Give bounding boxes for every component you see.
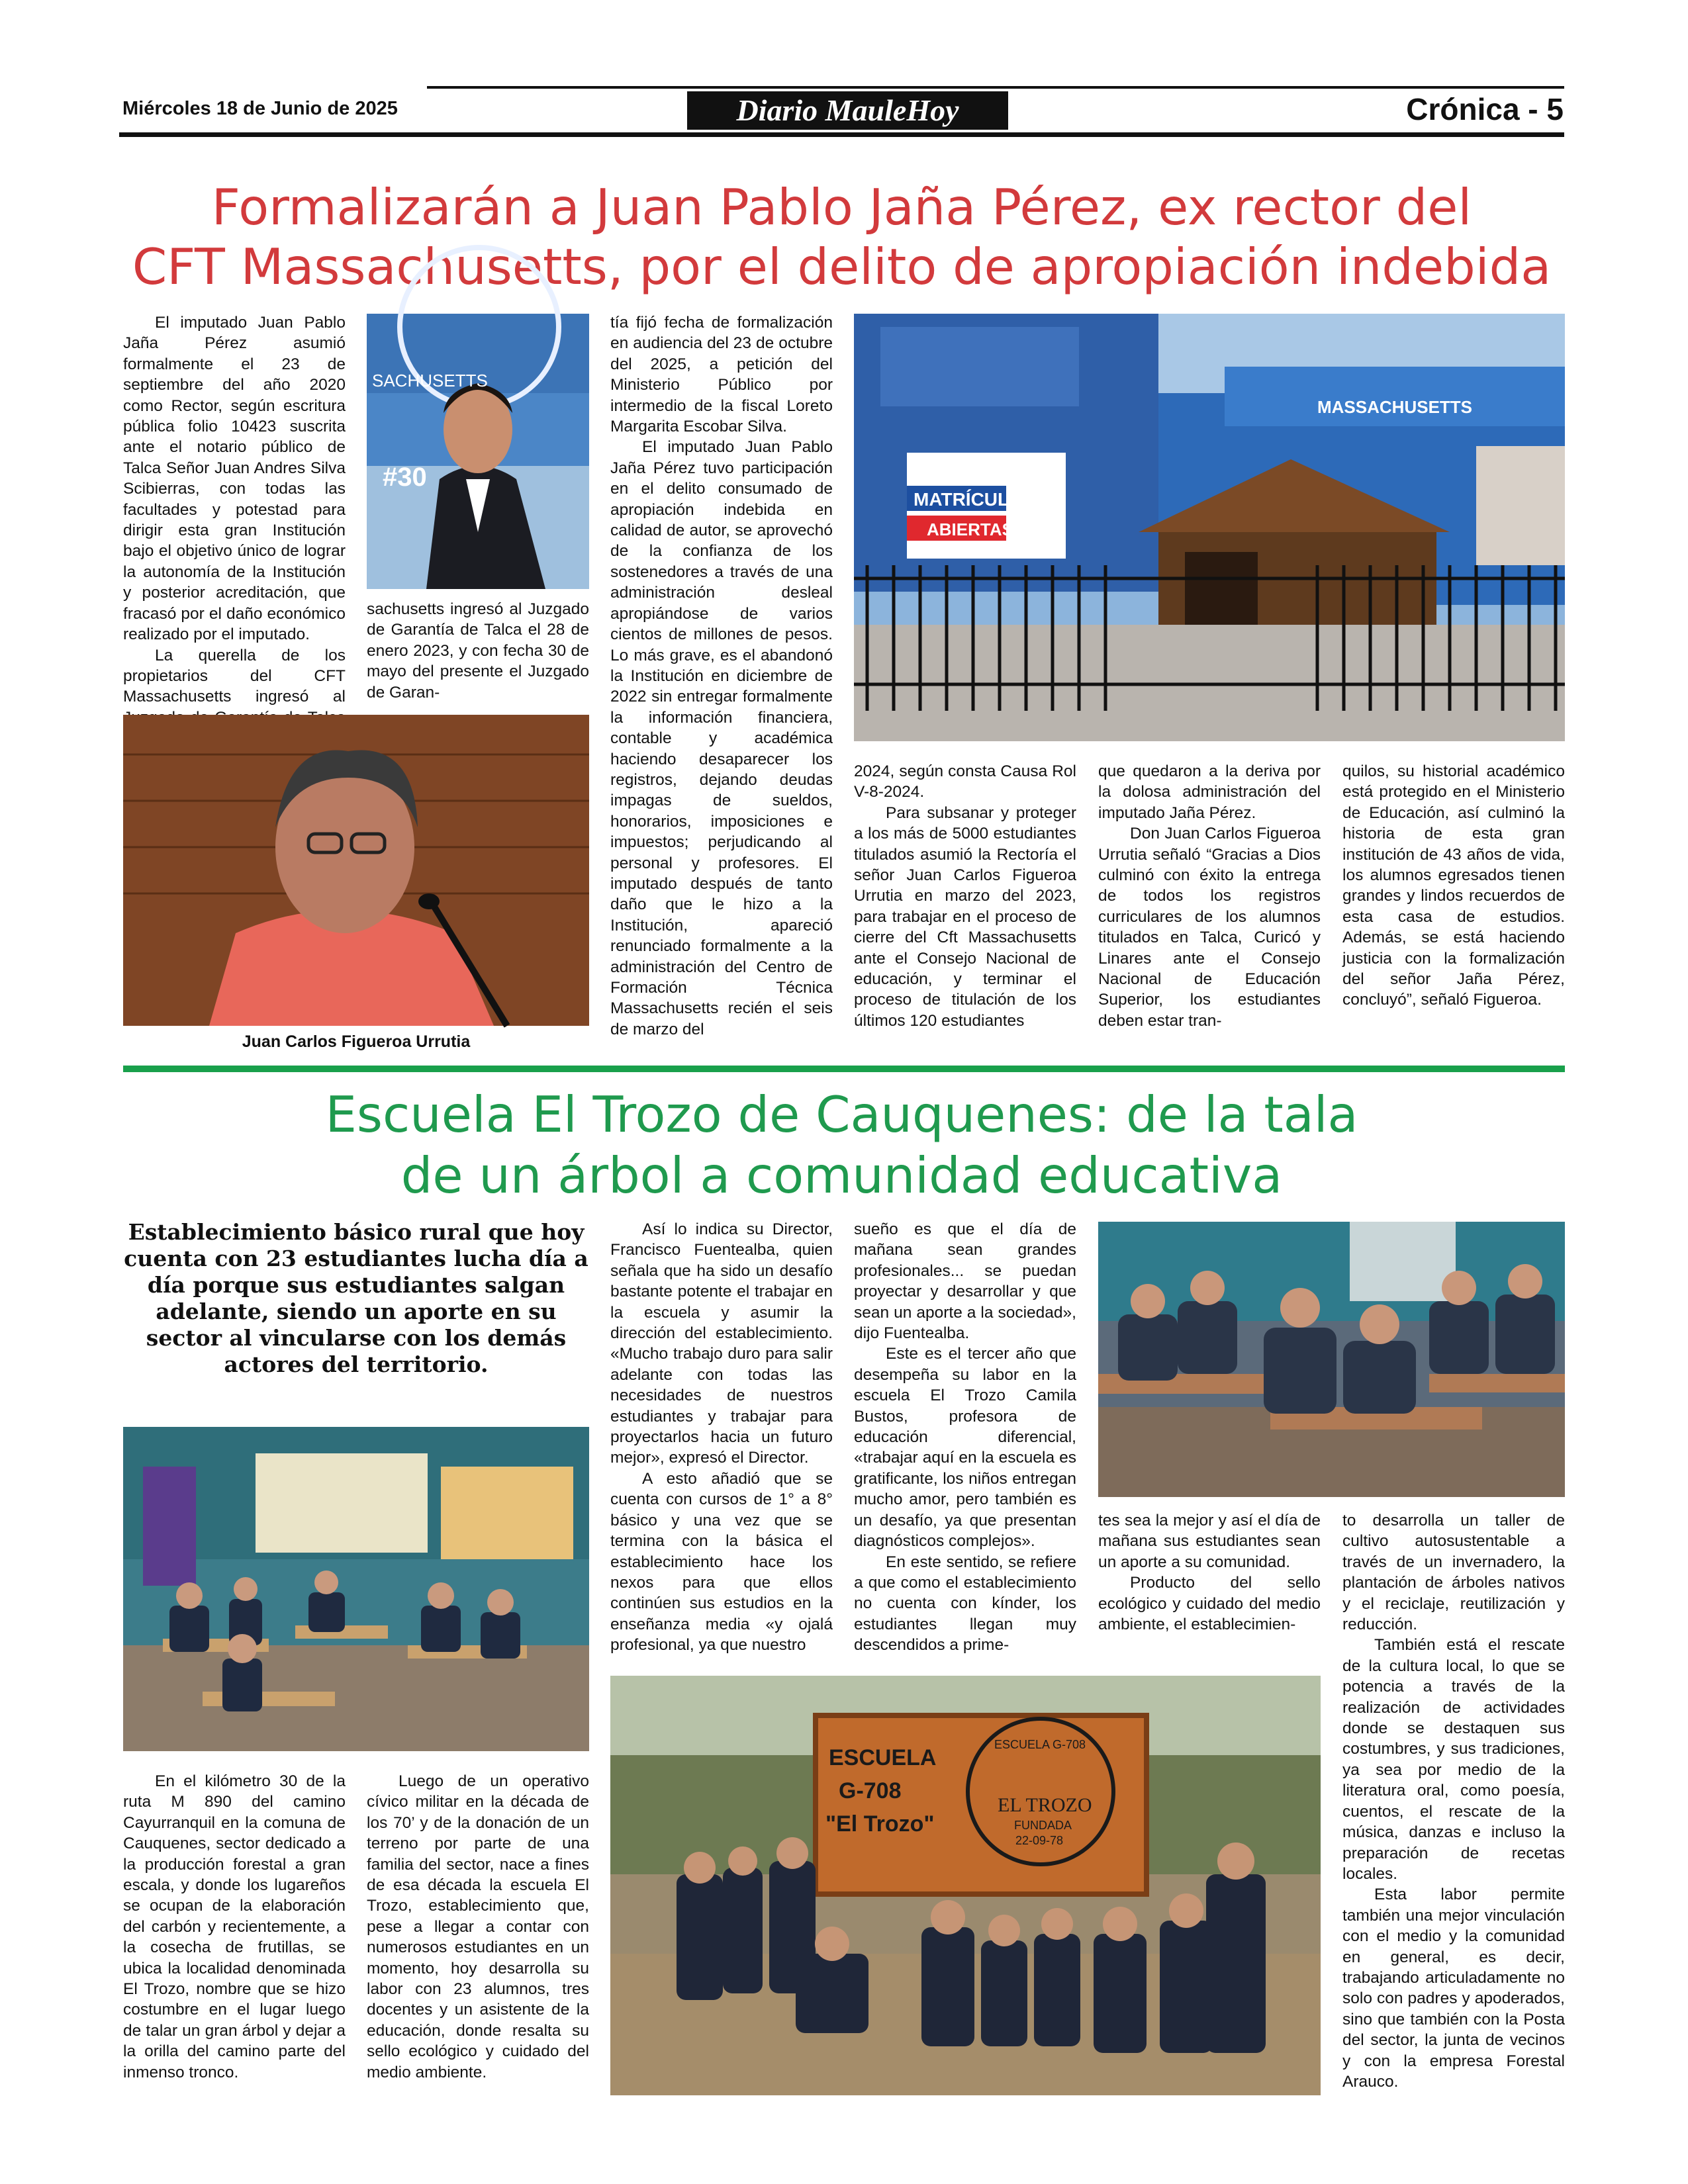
section-divider — [123, 1066, 1565, 1072]
article1-col1-p1: El imputado Juan Pablo Jaña Pérez asumió formalmente el 23 de septiembre del año 2020 como Rector, según escritura pública folio 10423 suscrita ante el notario público de Talca Señor Juan Andres Silva Scibierras, con todas las facultades y potestad para dirigir esta gran Institución bajo el objetivo único de lograr la autonomía de la Institución y posterior acreditación, que fracasó por el daño económico realizado por el imputado. — [123, 314, 346, 644]
building-sign: MASSACHUSETTS — [1317, 397, 1473, 417]
article1-col4-p2: Para subsanar y proteger a los más de 5000 estudiantes titulados asumió la Rectoría el señor Juan Carlos Figueroa Urrutia en marzo del 2023, para trabajar en el proceso de cierre del Cft Massachusetts ante el Consejo Nacional de educación, y terminar el proceso de titulación de los últimos 120 estudiantes — [854, 803, 1076, 1030]
article1-col5-text — [1098, 761, 1321, 1031]
header-date: Miércoles 18 de Junio de 2025 — [122, 98, 398, 119]
article1-col3-text — [610, 312, 833, 1040]
photo-cft-building — [854, 314, 1565, 741]
article2-colC-p2: A esto añadió que se cuenta con cursos de 1° a 8° básico y una vez que se termina con la básica el establecimiento hace los nexos para que ellos continúen sus estudios en la enseñanza media «y ojalá profesional, ya que nuestro — [610, 1469, 833, 1655]
article2-colF-p2: También está el rescate de la cultura local, lo que se potencia a través de la realización de actividades donde se destaquen sus costumbres, y sus tradiciones, ya sea por medio de la literatura oral, como poesía, cuentos, el rescate de la música, danzas e incluso la preparación de recetas locales. — [1342, 1636, 1565, 1883]
article2-headline — [119, 1084, 1564, 1206]
article1-col1-text — [123, 312, 346, 706]
article2-colF-p3: Esta labor permite también una mejor vinculación con el medio y la comunidad en general, es decir, trabajando articuladamente no solo con padres y apoderados, sino que también con la Posta del sector, la junta de vecinos y con la empresa Forestal Arauco. — [1342, 1886, 1565, 2091]
article2-headline-line2: de un árbol a comunidad educativa — [400, 1146, 1283, 1205]
article2-colB-p1: Luego de un operativo cívico militar en la década de los 70’ y de la donación de un terreno por parte de una familia del sector, nace a fines de esa década la escuela El Trozo, establecimiento que, pese a llegar a contar con numerosos estudiantes en un momento, hoy desarrolla su labor con 23 alumnos, tres docentes y un asistente de la educación, donde resalta su sello ecológico y cuidado del medio ambiente. — [367, 1772, 589, 2081]
article1-col6-text — [1342, 761, 1565, 1011]
masthead — [687, 91, 1008, 130]
article2-colD-text — [854, 1219, 1076, 1656]
photo-figueroa — [123, 715, 589, 1026]
header-top-rule — [427, 86, 1564, 89]
article2-lead: Establecimiento básico rural que hoy cuenta con 23 estudiantes lucha día a día porque sus estudiantes salgan adelante, siendo un aporte en su sector al vincularse con los demás actores del territorio. — [124, 1219, 588, 1377]
article2-colF-text — [1342, 1510, 1565, 2092]
article1-col2-p2-cont: sachusetts ingresó al Juzgado de Garantía de Talca el 28 de enero 2023, y con fecha 30 de mayo del presente el Juzgado de Garan- — [367, 600, 589, 702]
article2-colF-p1: to desarrolla un taller de cultivo autosustentable a través de un invernadero, la plantación de árboles nativos y el reciclaje, reutilización y reducción. — [1342, 1512, 1565, 1634]
article1-col1-p2: La querella de los propietarios del CFT Massachusetts ingresó al — [123, 646, 346, 706]
article2-colD-p3: En este sentido, se refiere a que como el establecimiento no cuenta con kínder, los estudiantes llegan muy descendidos a prime- — [854, 1553, 1076, 1655]
article2-colC-text — [610, 1219, 833, 1656]
article1-headline-line1: Formalizarán a Juan Pablo Jaña Pérez, ex rector del — [211, 178, 1472, 236]
photo-classroom-1 — [123, 1427, 589, 1751]
article2-colA-p1: En el kilómetro 30 de la ruta M 890 del camino Cayurranquil en la comuna de Cauquenes, sector dedicado a la producción forestal a gran escala, y donde los lugareños se ocupan de la elaboración del carbón y recientemente, a la cosecha de frutillas, se ubica la localidad denominada El Trozo, nombre que se hizo costumbre en el lugar luego de talar un gran árbol y dejar a la orilla del camino parte del inmenso tronco. — [123, 1772, 346, 2081]
article1-col4-text — [854, 761, 1076, 1031]
sign-circle-mid: EL TROZO — [998, 1794, 1092, 1816]
article1-col3-p1: tía fijó fecha de formalización en audiencia del 23 de octubre del 2025, a petición del Ministerio Público por intermedio de la fiscal Loreto Margarita Escobar Silva. — [610, 314, 833, 436]
sign-line2: G-708 — [839, 1778, 902, 1803]
banner-matriculas: MATRÍCULAS — [914, 489, 1035, 510]
photo-banner-text: SACHUSETTS — [372, 371, 488, 390]
article1-headline-line2: CFT Massachusetts, por el delito de apropiación indebida — [132, 238, 1552, 296]
article2-colD-p2: Este es el tercer año que desempeña su labor en la escuela El Trozo Camila Bustos, profesora de educación diferencial, «trabajar aquí en la escuela es gratificante, los niños entregan mucho amor, pero también es un desafío, ya que presentan diagnósticos complejos». — [854, 1345, 1076, 1551]
sign-circle-top: ESCUELA G-708 — [994, 1738, 1086, 1751]
article1-col6-p1: quilos, su historial académico está protegido en el Ministerio de Educación, así culminó la historia de esta gran institución de 43 años de vida, los alumnos egresados tienen grandes y lindos recuerdos de esta casa de estudios. Además, se está haciendo justicia con la formalización del señor Jaña Pérez, concluyó”, señaló Figueroa. — [1342, 762, 1565, 1009]
photo-caption: Juan Carlos Figueroa Urrutia — [242, 1032, 471, 1051]
article2-colD-p1: sueño es que el día de mañana sean grandes profesionales... se puedan proyectar y desarrollar y que sean un aporte a la sociedad», dijo Fuentealba. — [854, 1220, 1076, 1343]
article1-col2-text — [367, 599, 589, 703]
sign-line1: ESCUELA — [829, 1745, 937, 1770]
banner-abiertas: ABIERTAS — [927, 520, 1013, 539]
article2-colE-p1: tes sea la mejor y así el día de mañana sus estudiantes sean un aporte a su comunidad. — [1098, 1512, 1321, 1571]
sign-circle-bot2: 22-09-78 — [1015, 1834, 1064, 1847]
masthead-title: Diario MauleHoy — [736, 93, 959, 127]
sign-line3: "El Trozo" — [825, 1811, 935, 1837]
article2-headline-line1: Escuela El Trozo de Cauquenes: de la tala — [325, 1085, 1358, 1144]
article2-colC-p1: Así lo indica su Director, Francisco Fuentealba, quien señala que ha sido un desafío bastante potente el trabajar en la escuela y asumir la dirección del establecimiento. «Mucho trabajo duro para salir adelante con todas las necesidades de nuestros estudiantes y trabajar para proyectarlos hacia un futuro mejor», expresó el Director. — [610, 1220, 833, 1467]
header-bottom-rule — [119, 132, 1564, 137]
article2-colE-text — [1098, 1510, 1321, 1635]
sign-circle-bot1: FUNDADA — [1014, 1819, 1072, 1832]
header-section: Crónica - 5 — [1406, 92, 1564, 126]
article1-col3-p2: El imputado Juan Pablo Jaña Pérez tuvo participación en el delito consumado de apropiación indebida en calidad de autor, se aprovechó de la confianza de los sostenedores a través de una administración desleal apropiándose de varios cientos de millones de pesos. Lo más grave, es el abandonó la Institución en diciembre de 2022 sin entregar formalmente la información financiera, contable y académica haciendo desaparecer los registros, dejando deudas impagas de sueldos, honorarios, imposiciones e impuestos; perjudicando al personal y profesores. El imputado después de tanto daño que le hizo a la Institución, apareció renunciado formalmente a la administración del Centro de Formación Técnica Massachusetts recién el seis de marzo del — [610, 438, 833, 1038]
photo-jana-perez — [367, 314, 589, 589]
article1-col5-p1: que quedaron a la deriva por la dolosa administración del imputado Jaña Pérez. — [1098, 762, 1321, 822]
photo-school-sign — [610, 1676, 1321, 2095]
article2-colE-p2: Producto del sello ecológico y cuidado del medio ambiente, el establecimien- — [1098, 1574, 1321, 1634]
article2-colA-text — [123, 1771, 346, 2083]
svg-text:#30: #30 — [383, 463, 427, 492]
article1-col5-p2: Don Juan Carlos Figueroa Urrutia señaló “Gracias a Dios culminó con éxito la entrega de todos los registros curriculares de los alumnos titulados en Talca, Curicó y Linares ante el Consejo Nacional de Educación Superior, los estudiantes deben estar tran- — [1098, 825, 1321, 1030]
article1-headline — [119, 177, 1564, 296]
article2-colB-text — [367, 1771, 589, 2083]
article1-col4-p1: 2024, según consta Causa Rol V-8-2024. — [854, 762, 1076, 801]
photo-classroom-2 — [1098, 1222, 1565, 1497]
